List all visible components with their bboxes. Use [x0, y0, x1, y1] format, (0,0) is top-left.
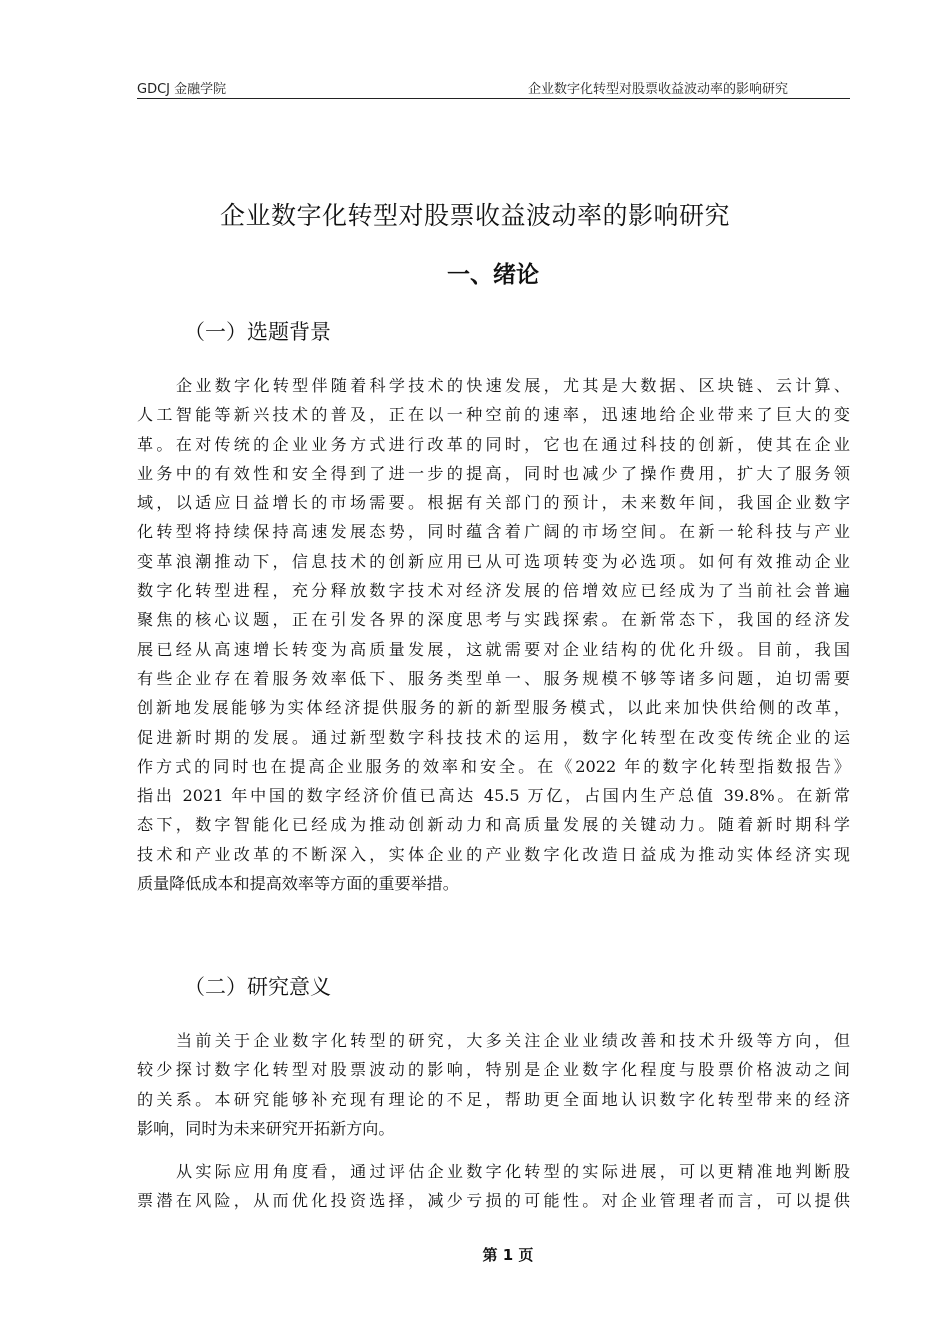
text-line: 企业数字化转型伴随着科学技术的快速发展，尤其是大数据、区块链、云计算、 — [176, 376, 850, 395]
text-line: 聚焦的核心议题，正在引发各界的深度思考与实践探索。在新常态下，我国的经济发 — [137, 610, 850, 630]
text-line: 较少探讨数字化转型对股票波动的影响，特别是企业数字化程度与股票价格波动之间 — [137, 1060, 850, 1080]
text-line: 展已经从高速增长转变为高质量发展，这就需要对企业结构的优化升级。目前，我国 — [137, 639, 850, 659]
text-line: 化转型将持续保持高速发展态势，同时蕴含着广阔的市场空间。在新一轮科技与产业 — [137, 522, 850, 542]
text-line: 数字化转型进程，充分释放数字技术对经济发展的倍增效应已经成为了当前社会普遍 — [137, 581, 850, 601]
page-number: 第 1 页 — [482, 1246, 534, 1264]
chapter-heading: 一、绪论 — [447, 262, 539, 288]
significance-paragraph-1 — [137, 1026, 850, 1143]
text-line: 票潜在风险，从而优化投资选择，减少亏损的可能性。对企业管理者而言，可以提供 — [137, 1191, 850, 1211]
running-header — [137, 76, 850, 99]
text-line: 业务中的有效性和安全得到了进一步的提高，同时也减少了操作费用，扩大了服务领 — [137, 463, 850, 483]
significance-paragraph-2 — [137, 1157, 850, 1216]
text-line: 作方式的同时也在提高企业服务的效率和安全。在《2022 年的数字化转型指数报告》 — [137, 756, 850, 776]
section-heading-significance: （二）研究意义 — [184, 975, 331, 999]
section-heading-background: （一）选题背景 — [184, 320, 331, 344]
text-line: 人工智能等新兴技术的普及，正在以一种空前的速率，迅速地给企业带来了巨大的变 — [137, 405, 850, 425]
text-line: 从实际应用角度看，通过评估企业数字化转型的实际进展，可以更精准地判断股 — [176, 1162, 850, 1181]
text-line: 创新地发展能够为实体经济提供服务的新的新型服务模式，以此来加快供给侧的改革， — [137, 698, 850, 718]
text-line: 质量降低成本和提高效率等方面的重要举措。 — [137, 874, 459, 894]
document-title: 企业数字化转型对股票收益波动率的影响研究 — [219, 201, 730, 230]
header-institution: GDCJ 金融学院 — [137, 82, 227, 97]
text-line: 促进新时期的发展。通过新型数字科技技术的运用，数字化转型在改变传统企业的运 — [137, 727, 850, 747]
text-line: 变革浪潮推动下，信息技术的创新应用已从可选项转变为必选项。如何有效推动企业 — [137, 551, 850, 571]
text-line: 影响，同时为未来研究开拓新方向。 — [137, 1118, 395, 1138]
text-line: 态下，数字智能化已经成为推动创新动力和高质量发展的关键动力。随着新时期科学 — [137, 815, 850, 835]
header-title: 企业数字化转型对股票收益波动率的影响研究 — [527, 82, 788, 97]
text-line: 指出 2021 年中国的数字经济价值已高达 45.5 万亿，占国内生产总值 39.8%。在新常 — [137, 786, 850, 806]
text-line: 域，以适应日益增长的市场需要。根据有关部门的预计，未来数年间，我国企业数字 — [137, 493, 850, 513]
text-line: 有些企业存在着服务效率低下、服务类型单一、服务规模不够等诸多问题，迫切需要 — [137, 668, 850, 688]
text-line: 技术和产业改革的不断深入，实体企业的产业数字化改造日益成为推动实体经济实现 — [137, 844, 850, 864]
background-paragraph — [137, 371, 850, 898]
text-line: 当前关于企业数字化转型的研究，大多关注企业业绩改善和技术升级等方向，但 — [176, 1031, 850, 1050]
text-line: 革。在对传统的企业业务方式进行改革的同时，它也在通过科技的创新，使其在企业 — [137, 434, 850, 454]
text-line: 的关系。本研究能够补充现有理论的不足，帮助更全面地认识数字化转型带来的经济 — [137, 1089, 850, 1109]
